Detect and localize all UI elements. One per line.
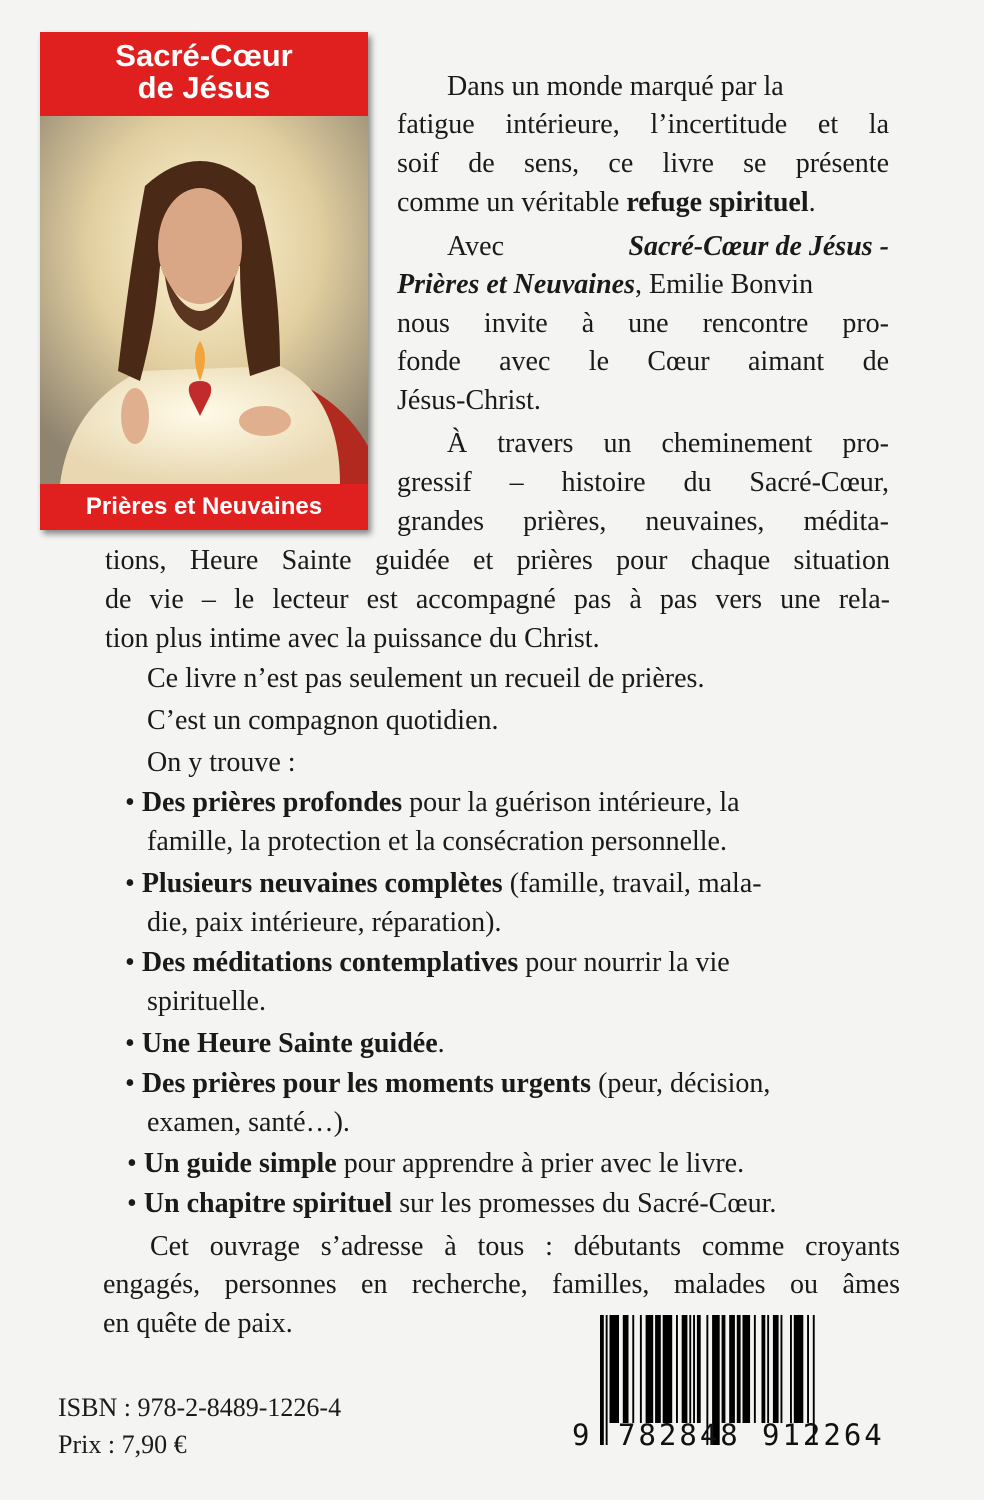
barcode-bar [773,1315,779,1423]
text-line: Cet ouvrage s’adresse à tous : débutants comme croyants [150,1231,900,1262]
text-line: de vie – le lecteur est accompagné pas à pas vers une rela- [105,584,890,615]
barcode-bar [640,1315,642,1423]
bullet-continuation: die, paix intérieure, réparation). [147,907,502,938]
cover-title [40,32,368,116]
barcode-bar [663,1315,673,1423]
bullet-item [125,1025,445,1063]
barcode-digits-left: 782848 [618,1418,741,1452]
barcode-bar [655,1315,661,1423]
barcode-bar [646,1315,654,1423]
text-line [397,266,889,304]
bullet-icon: • [125,947,135,978]
isbn: ISBN : 978-2-8489-1226-4 [58,1393,342,1422]
bullet-item [125,784,740,822]
text-run: sur les promesses du Sacré-Cœur. [392,1188,777,1219]
barcode-bar [606,1315,608,1445]
emphasis: Des prières pour les moments urgents [141,1068,592,1099]
text-line [397,184,816,222]
bullet-item [125,1065,770,1103]
barcode-bar [722,1315,726,1423]
barcode-bar [600,1315,604,1445]
text-run: comme un véritable [397,187,627,218]
text-run: . [808,187,816,218]
emphasis: refuge spirituel [626,187,809,218]
text-line: Ce livre n’est pas seulement un recueil de prières. [147,663,705,694]
text-line: On y trouve : [147,747,296,778]
barcode-bar [807,1315,809,1423]
bullet-icon: • [125,868,135,899]
text-line: nous invite à une rencontre pro- [397,308,889,339]
cover-subtitle: Prières et Neuvaines [40,484,368,530]
bullet-icon: • [125,787,135,818]
barcode-bar [623,1315,629,1423]
barcode-bar [790,1315,792,1423]
barcode-bar [794,1315,804,1423]
book-title: Sacré-Cœur de Jésus - [628,231,889,262]
cover-title-line: Sacré-Cœur [115,38,293,73]
cover-title-line: de Jésus [137,70,271,105]
text-run: (peur, décision, [591,1068,771,1099]
barcode-bar [767,1315,769,1423]
text-line: engagés, personnes en recherche, familles, malades ou âmes [103,1269,900,1300]
text-line: tion plus intime avec la puissance du Christ. [105,623,600,654]
emphasis: Un guide simple [143,1148,337,1179]
bullet-icon: • [127,1148,137,1179]
bullet-item [125,865,762,903]
bullet-icon: • [125,1028,135,1059]
cover-thumbnail [40,32,368,530]
text-line [447,228,889,266]
text-line: C’est un compagnon quotidien. [147,705,499,736]
emphasis: Des méditations contemplatives [141,947,519,978]
barcode-bar [693,1315,695,1423]
text-line: Jésus-Christ. [397,385,541,416]
bullet-item [125,944,730,982]
bullet-item [127,1145,744,1183]
emphasis: Un chapitre spirituel [143,1188,393,1219]
bullet-continuation: famille, la protection et la consécration personnelle. [147,826,727,857]
emphasis: Une Heure Sainte guidée [141,1028,438,1059]
barcode-bar [754,1315,756,1423]
barcode-bar [729,1315,735,1423]
barcode-digit: 9 [572,1418,593,1452]
text-line: À travers un cheminement pro- [447,428,889,459]
text-run: pour nourrir la vie [518,947,730,978]
barcode-bar [682,1315,688,1423]
text-run: Avec [447,231,504,262]
bullet-item [127,1185,776,1223]
text-line: fonde avec le Cœur aimant de [397,346,889,377]
text-line: tions, Heure Sainte guidée et prières pour chaque situation [105,545,890,576]
barcode-bar [737,1315,741,1423]
text-run: pour apprendre à prier avec le livre. [336,1148,745,1179]
barcode-bar [689,1315,691,1423]
barcode-bar [610,1315,620,1423]
bullet-continuation: spirituelle. [147,986,266,1017]
text-line: gressif – histoire du Sacré-Cœur, [397,467,889,498]
barcode-bar [781,1315,783,1423]
price: Prix : 7,90 € [58,1430,187,1459]
bullet-continuation: examen, santé…). [147,1107,350,1138]
text-line: fatigue intérieure, l’incertitude et la [397,109,889,140]
barcode-bar [676,1315,678,1423]
text-line: en quête de paix. [103,1308,293,1339]
text-line: soif de sens, ce livre se présente [397,148,889,179]
text-run: (famille, travail, mala- [502,868,762,899]
barcode-bar [743,1315,751,1423]
text-run: . [437,1028,445,1059]
bullet-icon: • [125,1068,135,1099]
bullet-icon: • [127,1188,137,1219]
text-line: grandes prières, neuvaines, médita- [397,506,889,537]
book-title: Prières et Neuvaines [397,269,635,300]
barcode-bar [762,1315,766,1423]
barcode-digits-right: 912264 [762,1418,885,1452]
text-line: Dans un monde marqué par la [447,71,784,102]
sacred-heart-illustration [40,116,368,484]
barcode-bar [697,1315,701,1423]
emphasis: Des prières profondes [141,787,403,818]
text-run: pour la guérison intérieure, la [402,787,740,818]
text-run: , Emilie Bonvin [634,269,814,300]
barcode-bar [632,1315,634,1423]
emphasis: Plusieurs neuvaines complètes [141,868,503,899]
